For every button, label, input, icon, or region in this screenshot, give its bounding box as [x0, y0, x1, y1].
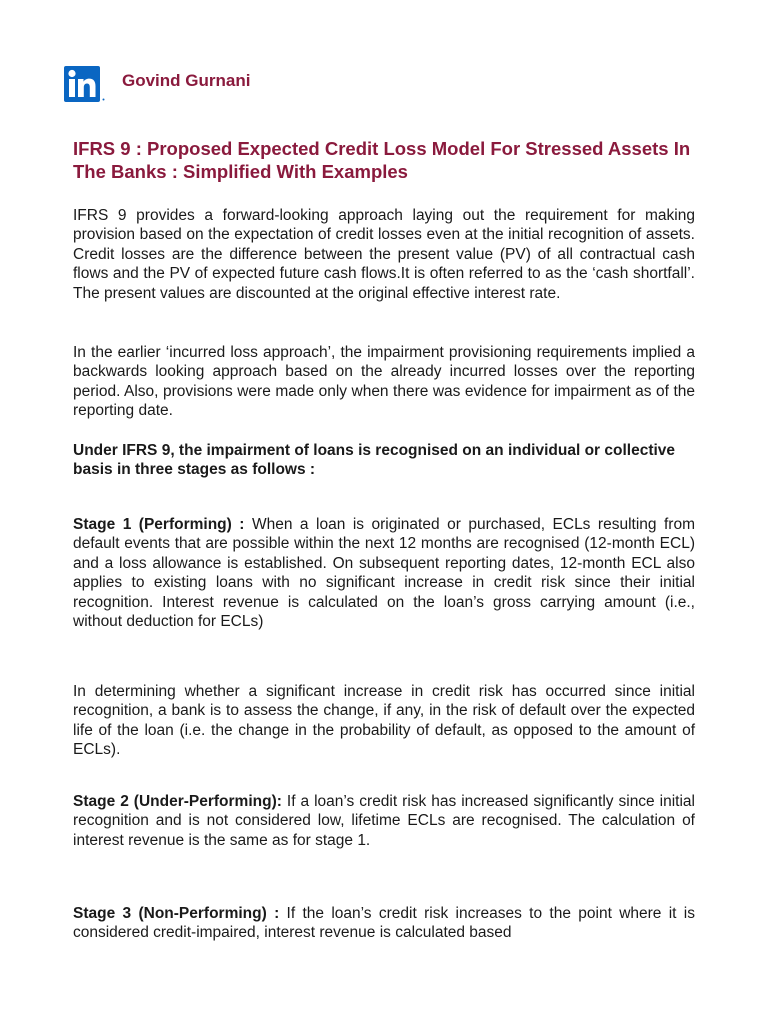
author-name[interactable]: Govind Gurnani [122, 71, 251, 90]
stage-2-text: If a loan’s credit risk has increased significantly since initial recognition and is not considered low, lifetime ECLs are recognised. The calculation of interest revenue is the same as for stage 1. [73, 793, 695, 849]
linkedin-icon[interactable] [64, 66, 106, 102]
paragraph-three-stages: Under IFRS 9, the impairment of loans is recognised on an individual or collective basis in three stages as follows : [73, 442, 676, 479]
paragraph-stage-1 [73, 515, 695, 631]
paragraph-incurred-loss: In the earlier ‘incurred loss approach’, the impairment provisioning requirements implied a backwards looking approach based on the already incurred losses over the reporting period. Also, provisions were made only when there was evidence for impairment as of the reporting date. [73, 344, 695, 420]
stage-1-heading: Stage 1 (Performing) : [73, 516, 245, 533]
stage-1-text: When a loan is originated or purchased, ECLs resulting from default events that are possible within the next 12 months are recognised (12-month ECL) and a loss allowance is established. On subsequent reporting dates, 12-month ECL also applies to existing loans with no significant increase in credit risk since their initial recognition. Interest revenue is calculated on the loan’s gross carrying amount (i.e., without deduction for ECLs) [73, 516, 695, 631]
stage-3-text: If the loan’s credit risk increases to the point where it is considered credit-impaired, interest revenue is calculated based [73, 905, 695, 942]
paragraph-intro: IFRS 9 provides a forward-looking approach laying out the requirement for making provision based on the expectation of credit losses even at the initial recognition of assets. Credit losses are the difference between the present value (PV) of all contractual cash flows and the PV of expected future cash flows.It is often referred to as the ‘cash shortfall’. The present values are discounted at the original effective interest rate. [73, 207, 695, 302]
stage-3-heading: Stage 3 (Non-Performing) : [73, 905, 280, 922]
paragraph-credit-risk-assessment: In determining whether a significant increase in credit risk has occurred since initial recognition, a bank is to assess the change, if any, in the risk of default over the expected life of the loan (i.e. the change in the probability of default, as opposed to the amount of ECLs). [73, 683, 695, 759]
paragraph-stage-2 [73, 792, 695, 850]
document-title: IFRS 9 : Proposed Expected Credit Loss Model For Stressed Assets In The Banks : Simplified With Examples [73, 138, 691, 182]
paragraph-stage-3 [73, 904, 695, 943]
stage-2-heading: Stage 2 (Under-Performing): [73, 793, 282, 810]
author-header [64, 66, 250, 106]
